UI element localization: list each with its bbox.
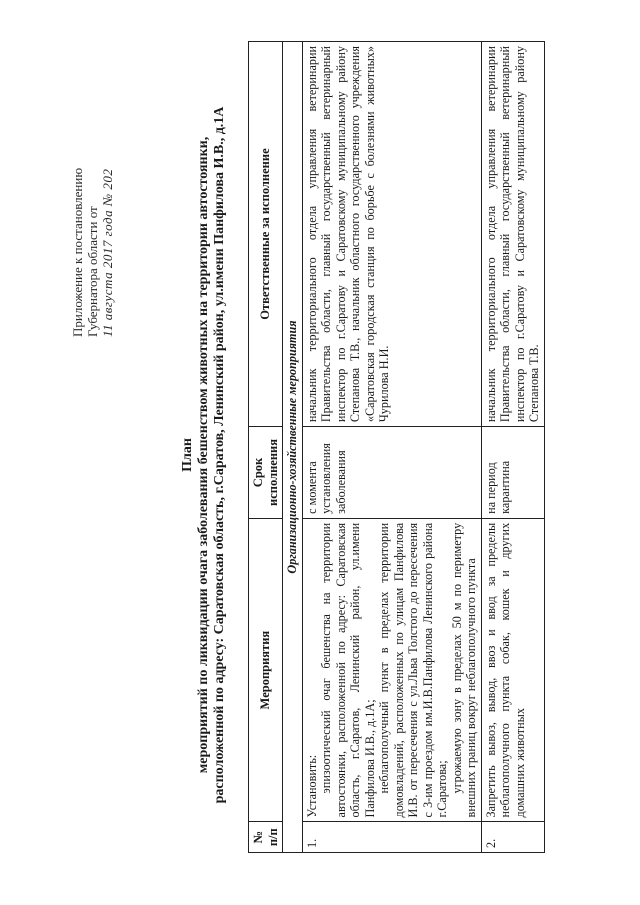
event-line: угрожаемую зону в пределах 50 м по периметру внешних границ вокруг неблагополучного пункта	[449, 522, 478, 818]
header-num: № п/п	[249, 822, 283, 853]
event-line: Запретить вывоз, вывод, ввоз и ввод за пределы неблагополучного пункта собак, кошек и других домашних животных	[483, 522, 527, 818]
row-num: 2.	[481, 822, 544, 853]
section-title: Организационно-хозяйственные мероприятия	[283, 42, 303, 853]
document-subtitle-1: мероприятий по ликвидации очага заболевания бешенством животных на территории автостоянки,	[196, 136, 211, 774]
header-responsible: Ответственные за исполнение	[249, 42, 283, 427]
event-line: эпизоотический очаг бешенства на территории автостоянки, расположенной по адресу: Саратовская область, г.Саратов, Ленинский район, ул.имени Панфилова И.В., д.1А;	[319, 522, 377, 818]
section-row	[283, 42, 303, 853]
document-heading	[180, 65, 228, 845]
appendix-note	[70, 77, 115, 337]
table-row	[481, 42, 544, 853]
header-event: Мероприятия	[249, 518, 283, 822]
table-row	[302, 42, 481, 853]
event-line: Установить:	[304, 754, 319, 818]
plan-table	[248, 41, 545, 853]
event-line: неблагополучный пункт в пределах территории домовладений, расположенных по улицам Панфилова И.В. от пересечения с ул.Льва Толстого до пересечения с 3-им проездом им.И.В.Панфилова Ленинского района г.Саратова;	[377, 522, 449, 818]
row-responsible: начальник территориального отдела управления ветеринарии Правительства области, главный государственный ветеринарный инспектор по г.Саратову и Саратовскому муниципальному району Степанова Т.В., начальник областного государственного учреждения «Саратовская городская станция по борьбе с болезнями животных» Чурилова Н.И.	[302, 42, 481, 427]
document-subtitle-2: расположенной по адресу: Саратовская область, г.Саратов, Ленинский район, ул.имени Панфилова И.В., д.1А	[212, 106, 227, 804]
row-term: на период карантина	[481, 427, 544, 519]
header-term: Срок исполнения	[249, 427, 283, 519]
document-title: План	[180, 438, 195, 472]
appendix-line-3: 11 августа 2017 года № 202	[100, 168, 115, 337]
row-term: с момента установления заболевания	[302, 427, 481, 519]
row-num: 1.	[302, 822, 481, 853]
appendix-line-2: Губернатора области от	[85, 206, 100, 337]
appendix-line-1: Приложение к постановлению	[70, 167, 85, 337]
table-header-row	[249, 42, 283, 853]
row-event	[302, 518, 481, 822]
row-event	[481, 518, 544, 822]
row-responsible: начальник территориального отдела управления ветеринарии Правительства области, главный государственный ветеринарный инспектор по г.Саратову и Саратовскому муниципальному району Степанова Т.В.	[481, 42, 544, 427]
